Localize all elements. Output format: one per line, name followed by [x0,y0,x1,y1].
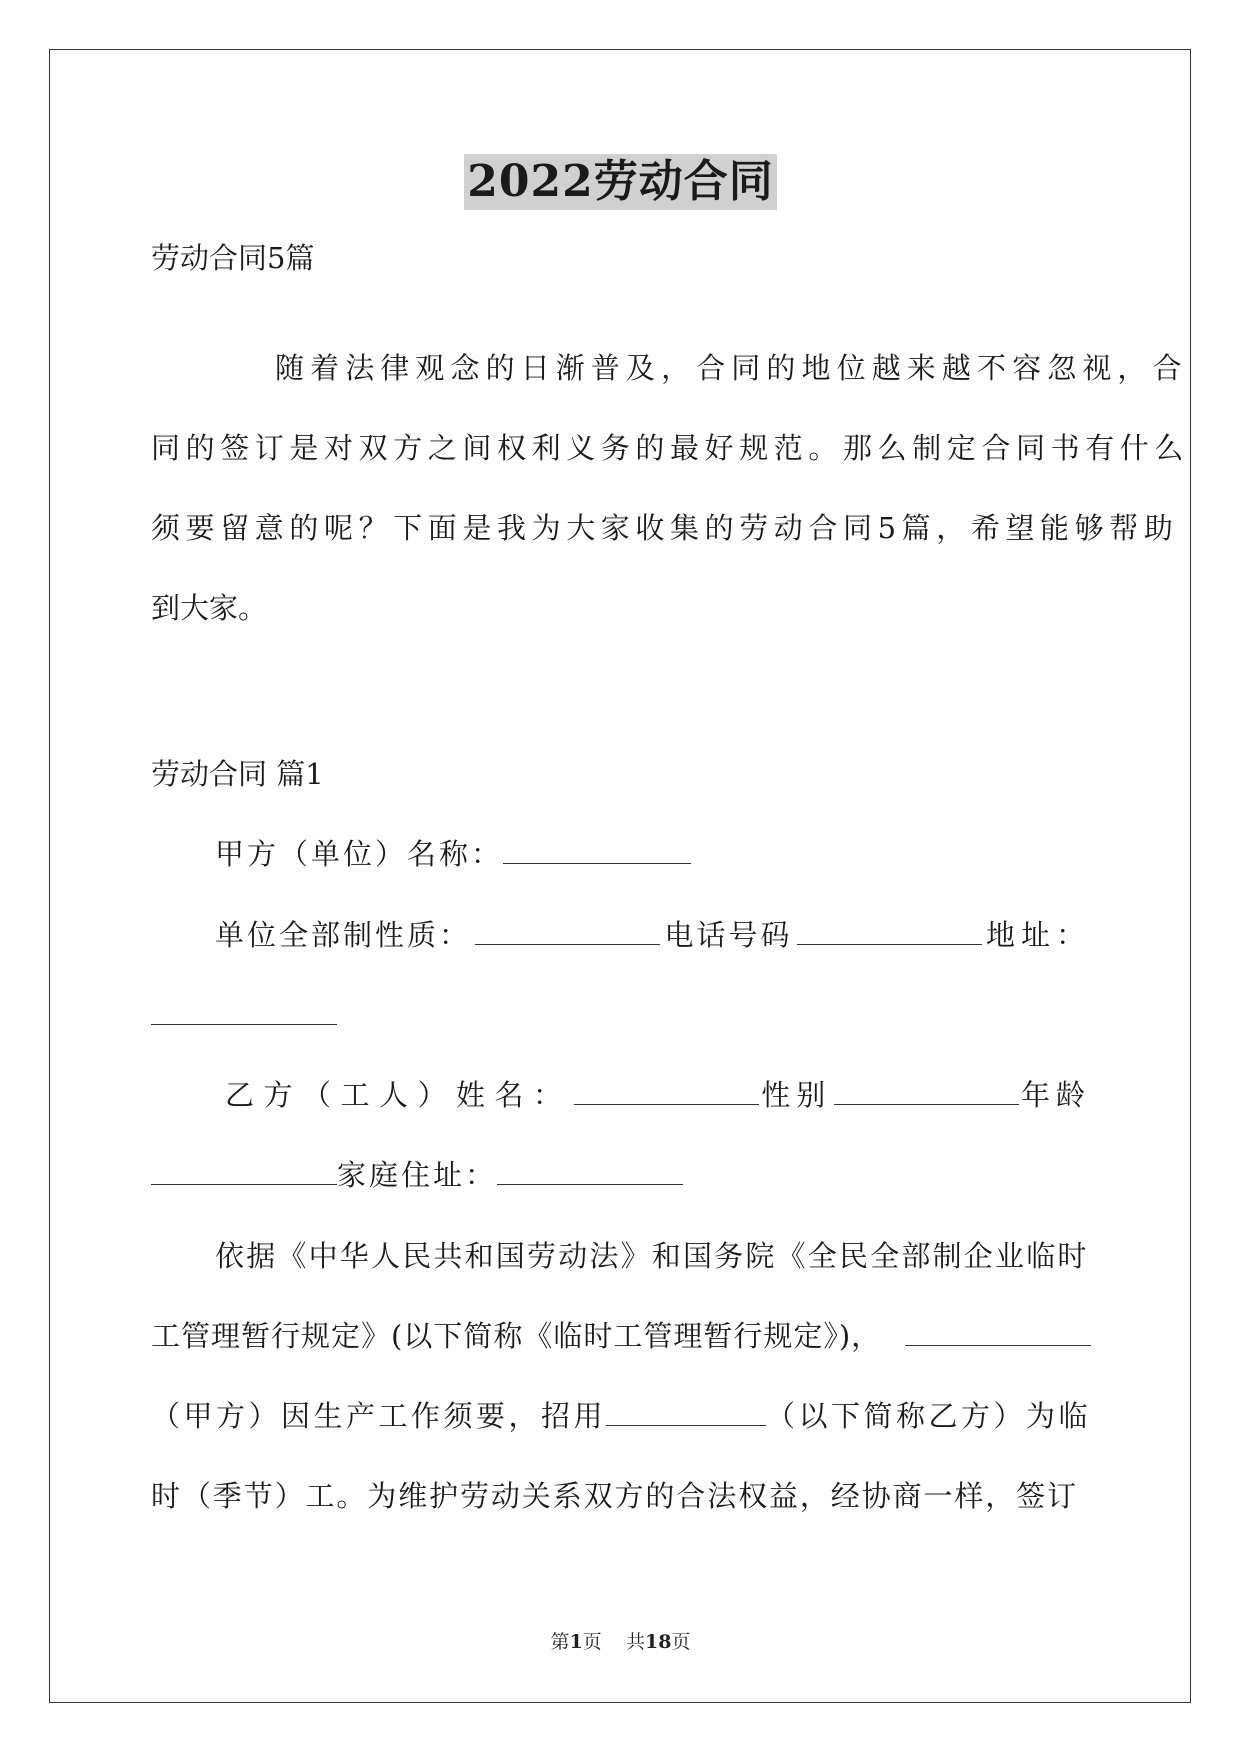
intro-line-2: 同的签订是对双方之间权利义务的最好规范。那么制定合同书有什么 [151,431,1190,465]
phone-label: 电话号码 [664,918,793,952]
subtitle: 劳动合同5篇 [151,241,315,275]
party-b-name-label: 乙方（工人）姓名： [225,1078,572,1112]
gender-blank [834,1082,1019,1105]
age-blank [151,1162,337,1185]
section-heading: 劳动合同 篇1 [151,757,324,791]
phone-blank [797,922,982,945]
address-label: 地址： [985,918,1091,952]
total-prefix: 共 [625,1631,645,1653]
body-line-3a: （甲方）因生产工作须要，招用 [151,1399,607,1433]
body-line-2-blank [905,1323,1091,1346]
body-line-3 [151,1396,1091,1436]
body-line-3-blank [606,1403,766,1426]
intro-text-1: 随着法律观念的日渐普及，合同的地位越来越不容忽视，合 [275,351,1188,385]
document-title: 2022劳动合同 [464,154,776,210]
home-address-row [151,1155,1091,1195]
nature-blank [475,922,660,945]
address-blank [151,1002,337,1025]
page-footer [0,1627,1241,1654]
age-label: 年龄 [1020,1078,1091,1112]
home-address-blank [497,1162,683,1185]
title-wrapper [0,154,1241,210]
party-a-name-blank [503,841,691,864]
party-b-info-row [225,1075,1091,1115]
intro-line-1 [275,348,1188,388]
total-suffix: 页 [671,1631,691,1653]
address-blank-row [151,995,1091,1035]
body-line-2-text: 工管理暂行规定》(以下简称《临时工管理暂行规定》)， [151,1319,882,1353]
body-line-4: 时（季节）工。为维护劳动关系双方的合法权益，经协商一样，签订 [151,1479,1079,1513]
body-line-1: 依据《中华人民共和国劳动法》和国务院《全民全部制企业临时 [215,1239,1089,1273]
party-b-name-blank [574,1082,759,1105]
total-pages: 18 [644,1631,672,1653]
party-a-nature-label: 单位全部制性质： [215,918,472,952]
party-a-name-row [215,834,1155,874]
intro-line-4: 到大家。 [151,591,268,625]
page-number: 1 [569,1631,583,1653]
party-a-info-row [215,915,1091,955]
body-line-3b: （以下简称乙方）为临 [765,1399,1091,1433]
page-border [49,49,1191,1703]
party-a-name-label: 甲方（单位）名称： [215,837,504,871]
page-prefix: 第 [550,1631,570,1653]
body-line-2 [151,1316,1091,1356]
home-address-label: 家庭住址： [337,1158,498,1192]
gender-label: 性别 [761,1078,832,1112]
intro-line-3: 须要留意的呢？下面是我为大家收集的劳动合同5篇，希望能够帮助 [151,511,1179,545]
page-suffix: 页 [582,1631,602,1653]
